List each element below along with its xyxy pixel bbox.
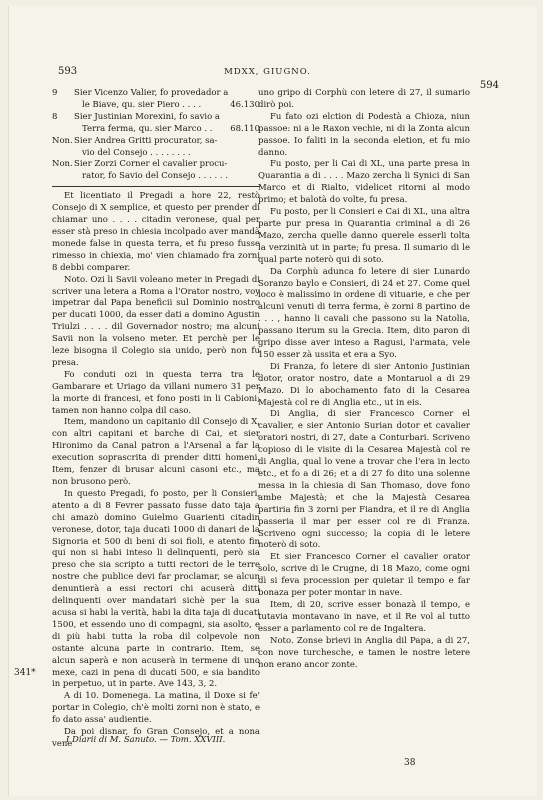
running-title: MDXX, GIUGNO. [224, 67, 311, 77]
running-header [58, 66, 499, 91]
vote-number: 8 [52, 111, 58, 122]
vote-entry [52, 136, 260, 160]
vote-entry [52, 159, 260, 183]
margin-folio-number: 341* [14, 668, 36, 678]
vote-line2: rator, fo Savio del Consejo . . . . . . [82, 171, 228, 182]
vote-line1: Sier Zorzi Corner el cavalier procu- [74, 159, 228, 170]
vote-number: Non. [52, 135, 73, 146]
paragraph: Item, mandono un capitanio dil Consejo di X, con altri capitani et barche di Cai, et sier Hironimo da Canal patron a l'Arsenal a far la execution soprascrita di prender ditti homeni. Item, fenzer di brusar alcuni casoni etc., ma non brusono però. [52, 417, 260, 487]
page-number-right: 594 [479, 80, 499, 91]
vote-number: 9 [52, 88, 58, 98]
paragraph: uno gripo di Corphù con letere di 27, il sumario dirò poi. [258, 88, 470, 110]
vote-line2: le Biave, qu. sier Piero . . . . [82, 99, 202, 110]
vote-count: 68.110 [230, 123, 260, 134]
vote-line2: vio del Consejo . . . . . . . . [82, 147, 191, 158]
paragraph: Noto. Ozi li Savii voleano meter in Pregadi di scriver una letera a Roma a l'Orator nostro, voy impetrar dal Papa beneficii sul Dominio nostro per ducati 1000, da esser dati a domino Agustin Triulzi . . . . dil Governador nostro; ma alcuni Savii non la volseno meter. Et perchè per le leze bisogna il Colegio sia unido, però non fu presa. [52, 274, 260, 368]
paragraph: Et sier Francesco Corner el cavalier orator solo, scrive di le Crugne, di 18 Mazo, come ogni dì si feva procession per quietar il tempo e far bonaza per poter montar in nave. [258, 552, 470, 599]
paragraph: Fo conduti ozi in questa terra tra le Gambarare et Uriago da villani numero 31 per la morte di francesi, et fono posti in li Cabioni; tamen non hanno colpa dil caso. [52, 369, 260, 416]
paragraph: Et licentiato il Pregadi a hore 22, restò Consejo di X semplice, et questo per prender di chiamar uno . . . . citadin veronese, qual per esser stà preso in chiesia incolpado aver mandà monede false in questa terra, et fu preso fusse rimesso in chiexia, mo' vien chiamado fra zorni 8 debbi comparer. [52, 191, 260, 273]
paragraph: Item, di 20, scrive esser bonazà il tempo, e tutavia montavano in nave, et il Re vol al tutto esser a parlamento col re de Ingaltera. [258, 599, 470, 634]
footer-title: I Diarii di M. Sanuto. — Tom. XXVIII. [66, 735, 226, 745]
paragraph: Fu fato ozi elction di Podestà a Chioza, niun passoe: ni a le Raxon vechie, ni di la Zonta alcun passoe. Io faliti in la seconda eletion, et fu mio danno. [258, 111, 470, 158]
paragraph: A di 10. Domenega. La matina, il Doxe si fe' portar in Colegio, ch'è molti zorni non è stato, e fo dato assa' audientie. [52, 691, 260, 726]
right-column [258, 88, 470, 671]
vote-line1: Sier Justinian Morexini, fo savio a [74, 111, 220, 122]
vote-entry [52, 88, 260, 112]
left-column [52, 88, 260, 751]
signature-number: 38 [404, 758, 416, 768]
paragraph: Di Anglia, di sier Francesco Corner el cavalier, e sier Antonio Surian dotor et cavalier oratori nostri, di 27, date a Conturbari. Scriveno copioso di le visite di la Cesarea Majestà col re di Anglia, qual lo vene a trovar che l'era in lecto etc., et fo a di 26; et a di 27 fo dito una solenne messa in la chiesia di San Thomaso, dove fono ambe Majestà; et che la Majestà Cesarea partiria fin 3 zorni per Fiandra, et il re di Anglia passeria il mar per esser col re di Franza. Scriveno ogni successo; la copia di le letere noterò di soto. [258, 409, 470, 551]
paragraph: Noto. Zonse brievi in Anglia dil Papa, a di 27, con nove turchesche, e tamen le nostre letere non erano ancor zonte. [258, 635, 470, 670]
vote-entry [52, 112, 260, 136]
paragraph: Da Corphù adunca fo letere di sier Lunardo Soranzo baylo e Consieri, di 24 et 27. Come quel loco è malissimo in ordene di vituarie, e che per alcuni venuti di terra ferma, è zorni 8 partino de . . . , hanno li cavali che passono su la Natolia, passano iterum su la Grecia. Item, dito paron di gripo disse aver inteso a Ragusi, l'armata, vele 150 esser zà ussita et era a Syo. [258, 266, 470, 360]
divider [52, 186, 260, 187]
vote-line1: Sier Vicenzo Valier, fo provedador a [74, 88, 229, 98]
paragraph: Fu posto, per li Consieri e Cai di XL, una altra parte pur presa in Quarantia criminal a di 26 Mazo, zercha quelle danno querele esserli tolta la verzinità ut in parte; fu presa. Il sumario di le qual parte noterò qui di soto. [258, 207, 470, 265]
paragraph: Fu posto, per li Cai di XL, una parte presa in Quarantia a di . . . . Mazo zercha li Synici di San Marco et di Rialto, videlicet ritorni al modo primo; et balotà do volte, fu presa. [258, 159, 470, 206]
vote-number: Non. [52, 159, 73, 170]
paragraph: Da poi disnar, fo Gran Consejo, et a nona vene [52, 727, 260, 749]
paragraph: Di Franza, fo letere di sier Antonio Justinian dotor, orator nostro, date a Montaruol a di 29 Mazo. Di lo abochamento fato di la Cesarea Majestà col re di Anglia etc., ut in eis. [258, 361, 470, 408]
vote-line1: Sier Andrea Gritti procurator, sa- [74, 135, 218, 146]
page-number-left: 593 [58, 66, 78, 77]
paragraph: In questo Pregadi, fo posto, per li Consieri, atento a di 8 Fevrer passato fusse dato taja a chi amazò domino Guielmo Guarienti citadin veronese, dotor, taja ducati 1000 di danari de la Signoria et 500 di beni di soi fioli, e atento fin qui non si habi inteso li delinquenti, però sia preso che sia scripto a tutti rectori de le terre nostre che publice devi far proclamar, se alcun denuntierà a essi rectori chi acuserà ditti delinquenti over mandatari sichè per la sua acusa si habi la verità, habi la dita taja di ducati 1500, et essendo uno di compagni, sia asolto, e di più habi tutta la roba dil colpevole non ostante alcuna parte in contrario. Item, se alcun saperà e non acuserà in termene di uno mexe, cazi in pena di ducati 500, e sia bandito in perpetuo, ut in parte. Ave 143, 3, 2. [52, 488, 260, 690]
vote-count: 46.130 [230, 99, 260, 110]
vote-line2: Terra ferma, qu. sier Marco . . [82, 123, 213, 134]
